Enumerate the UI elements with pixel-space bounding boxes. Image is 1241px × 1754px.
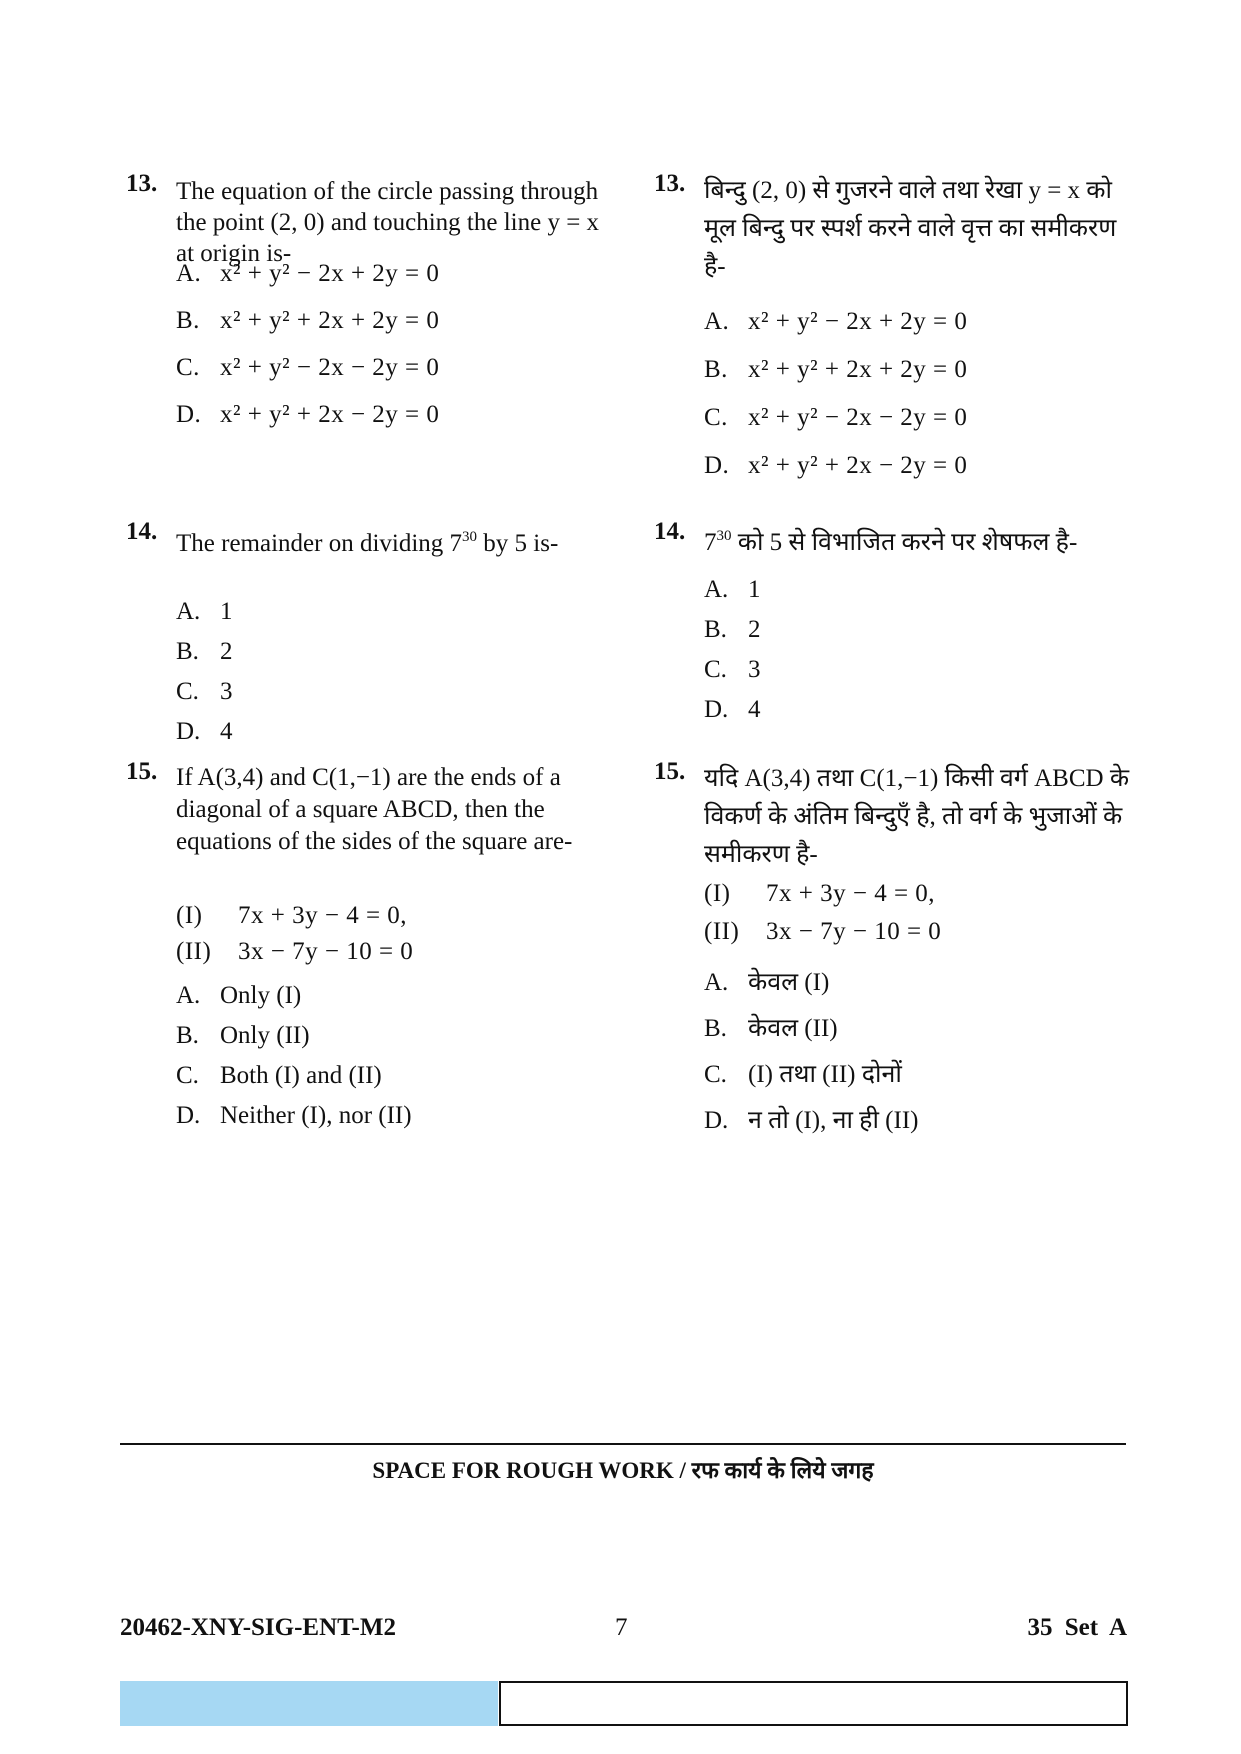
question-number: 13. [654, 170, 686, 197]
question-text: If A(3,4) and C(1,−1) are the ends of a diagonal of a square ABCD, then the equations of the sides of the square are- [176, 764, 573, 855]
option-c: C. 3 [176, 678, 233, 705]
question-text: यदि A(3,4) तथा C(1,−1) किसी वर्ग ABCD के विकर्ण के अंतिम बिन्दुएँ है, तो वर्ग के भुजाओं के समीकरण है- [704, 765, 1130, 868]
statement-2: (II) 3x − 7y − 10 = 0 [704, 918, 942, 945]
option-c: C. (I) तथा (II) दोनों [704, 1061, 902, 1088]
option-a: A. 1 [704, 576, 761, 603]
option-a: A. 1 [176, 598, 233, 625]
option-a: A. x² + y² − 2x + 2y = 0 [176, 260, 440, 287]
question-text: The remainder on dividing $7^{30}$ by 5 is- [176, 529, 559, 557]
option-d: D. x² + y² + 2x − 2y = 0 [704, 452, 968, 479]
option-d: D. 4 [176, 718, 233, 745]
option-b: B. x² + y² + 2x + 2y = 0 [176, 307, 440, 334]
footer-box [499, 1681, 1128, 1726]
paper-code: 20462-XNY-SIG-ENT-M2 [120, 1614, 396, 1641]
option-a: A. केवल (I) [704, 969, 830, 996]
option-c: C. 3 [704, 656, 761, 683]
question-number: 15. [126, 758, 158, 785]
option-b: B. x² + y² + 2x + 2y = 0 [704, 356, 968, 383]
question-number: 13. [126, 170, 158, 197]
question-text: $7^{30}$ को 5 से विभाजित करने पर शेषफल है- [704, 528, 1078, 556]
option-d: D. 4 [704, 696, 761, 723]
option-c: C. x² + y² − 2x − 2y = 0 [704, 404, 968, 431]
option-a: A. Only (I) [176, 982, 302, 1009]
statement-2: (II) 3x − 7y − 10 = 0 [176, 938, 414, 965]
page-number: 7 [615, 1614, 628, 1641]
rough-work-heading: SPACE FOR ROUGH WORK / रफ कार्य के लिये जगह [372, 1458, 874, 1483]
set-label: 35 Set A [1027, 1614, 1127, 1641]
question-text: बिन्दु (2, 0) से गुजरने वाले तथा रेखा y = x को मूल बिन्दु पर स्पर्श करने वाले वृत्त का समीकरण है- [704, 177, 1117, 280]
rough-work-divider [120, 1443, 1126, 1445]
question-number: 14. [654, 518, 686, 545]
option-b: B. 2 [704, 616, 761, 643]
question-text: The equation of the circle passing through the point (2, 0) and touching the line y = x at origin is- [176, 178, 600, 267]
option-a: A. x² + y² − 2x + 2y = 0 [704, 308, 968, 335]
option-b: B. Only (II) [176, 1022, 310, 1049]
statement-1: (I) 7x + 3y − 4 = 0, [176, 902, 408, 929]
option-c: C. x² + y² − 2x − 2y = 0 [176, 354, 440, 381]
option-b: B. 2 [176, 638, 233, 665]
footer-color-bar [120, 1681, 498, 1726]
statement-1: (I) 7x + 3y − 4 = 0, [704, 880, 936, 907]
question-number: 14. [126, 518, 158, 545]
option-d: D. Neither (I), nor (II) [176, 1102, 412, 1129]
option-c: C. Both (I) and (II) [176, 1062, 382, 1089]
option-b: B. केवल (II) [704, 1015, 838, 1042]
option-d: D. न तो (I), ना ही (II) [704, 1107, 919, 1134]
question-number: 15. [654, 758, 686, 785]
option-d: D. x² + y² + 2x − 2y = 0 [176, 401, 440, 428]
